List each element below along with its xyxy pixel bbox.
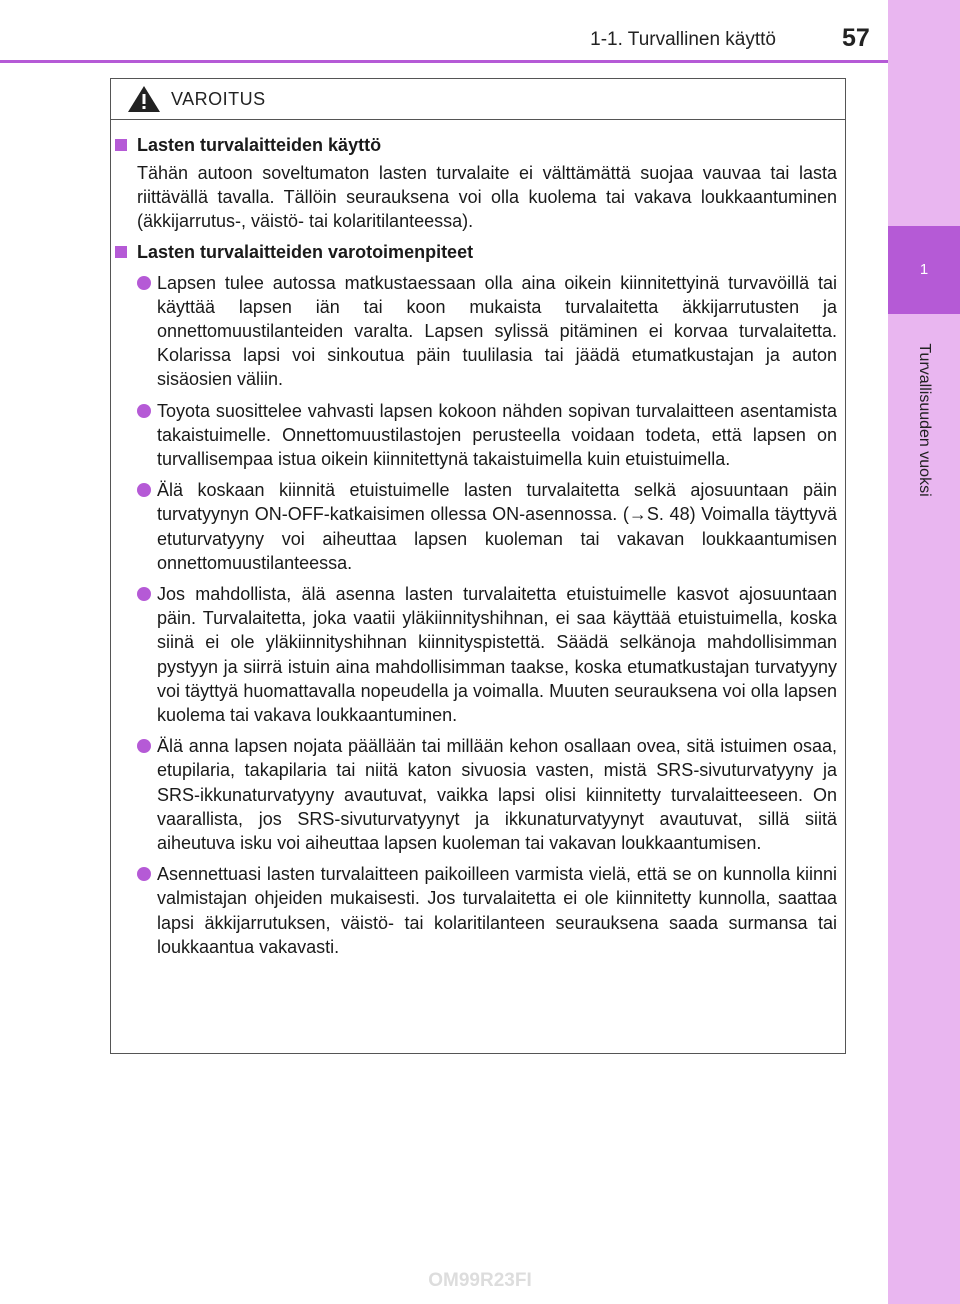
warning-box <box>110 78 846 1054</box>
warning-body <box>111 133 847 959</box>
section-child-seat-precautions <box>111 240 847 959</box>
header-title: 1-1. Turvallinen käyttö <box>590 29 776 50</box>
section-child-seat-use <box>111 133 847 234</box>
footer <box>0 1270 960 1292</box>
bullet-text: Älä anna lapsen nojata päällään tai millään kehon osallaan ovea, sitä istuimen osaa, etupilaria, takapilaria tai niitä katon sivuosia vasten, mistä SRS-sivuturvatyyny ja SRS-ikkunaturvatyyny avautuvat, vaikka lapsi olisi kiinnitetty turvalaitteeseen. On vaarallista, jos SRS-sivuturvatyynyt ja ikkunaturvatyynyt avautuvat, sillä siitä aiheutuva isku voi aiheuttaa lapsen kuoleman tai vakavan loukkaantumisen. <box>157 736 837 854</box>
section-title <box>137 133 837 157</box>
list-item <box>137 271 837 392</box>
chapter-label: Turvallisuuden vuoksi <box>916 343 933 497</box>
bullet-text: Älä koskaan kiinnitä etuistuimelle lasten turvalaitetta selkä ajosuuntaan päin turvatyynyn ON-OFF-katkaisimen ollessa ON-asennossa. (→S. 48) Voimalla täyttyvä etuturvatyyny voi aiheuttaa lapsen kuoleman tai vakavan loukkaantumisen onnettomuustilanteessa. <box>157 480 837 573</box>
list-item <box>137 478 837 575</box>
bullet-text: Toyota suosittelee vahvasti lapsen kokoon nähden sopivan turvalaitteen asentamista takaistuimelle. Onnettomuustilastojen perusteella voidaan todeta, että lapsen on turvallisempaa istua oikein kiinnitettynä takaistuimella kuin etuistuimella. <box>157 400 837 470</box>
chapter-number: 1 <box>919 261 929 278</box>
side-strip <box>888 0 960 1304</box>
warning-label: VAROITUS <box>171 89 266 109</box>
bullet-text: Jos mahdollista, älä asenna lasten turvalaitetta etuistuimelle kasvot ajosuuntaan päin. Turvalaitetta, joka vaatii yläkiinnityshihnan, ei saa käyttää etuistuimella, koska siinä ei ole yläkiinnityshihnan kiinnityspistettä. Säädä selkänoja mahdollisimman pystyyn ja siirrä istuin aina mahdollisimman taakse, koska etumatkustajan turvatyyny voi täyttyä huomattavalla nopeudella ja voimalla. Muuten seurauksena voi olla lapsen kuolema tai vakava loukkaantuminen. <box>157 584 837 726</box>
square-bullet-icon <box>115 246 127 258</box>
bullet-list <box>137 271 837 959</box>
header-rule <box>0 60 888 63</box>
circle-bullet-icon <box>137 404 151 418</box>
circle-bullet-icon <box>137 483 151 497</box>
circle-bullet-icon <box>137 739 151 753</box>
page-number: 57 <box>842 24 870 52</box>
list-item <box>137 734 837 855</box>
list-item <box>137 582 837 727</box>
list-item <box>137 399 837 472</box>
chapter-tab <box>888 226 960 314</box>
bullet-text: Asennettuasi lasten turvalaitteen paikoilleen varmista vielä, että se on kunnolla kiinni valmistajan ohjeiden mukaisesti. Jos turvalaitetta ei ole kiinnitetty kunnolla, saattaa lapsi äkkijarrutuksen, väistö- tai kolaritilanteen seurauksena saada surmansa tai loukkaantua vakavasti. <box>157 864 837 957</box>
warning-triangle-icon <box>127 85 161 118</box>
circle-bullet-icon <box>137 276 151 290</box>
circle-bullet-icon <box>137 867 151 881</box>
bullet-text: Lapsen tulee autossa matkustaessaan olla aina oikein kiinnitettyinä turvavöillä tai käyttää lapsen iän tai koon mukaista turvalaitetta äkkijarrutusten ja onnettomuustilanteiden varalta. Lapsen sylissä pitäminen ei korvaa turvalaitetta. Kolarissa lapsi voi sinkoutua päin tuulilasia tai jäädä etumatkustajan ja auton sisäosien väliin. <box>157 272 837 390</box>
circle-bullet-icon <box>137 587 151 601</box>
warning-header <box>111 79 845 120</box>
section-title-text: Lasten turvalaitteiden käyttö <box>137 135 382 155</box>
section-paragraph: Tähän autoon soveltumaton lasten turvalaite ei välttämättä suojaa vauvaa tai lasta riittävällä tavalla. Tällöin seurauksena voi olla kuolema tai vakava loukkaantuminen (äkkijarrutus-, väistö- tai kolaritilanteessa). <box>137 163 837 232</box>
footer-watermark: OM99R23FI <box>428 1270 532 1291</box>
section-title-text: Lasten turvalaitteiden varotoimenpiteet <box>137 241 474 262</box>
list-item <box>137 862 837 959</box>
square-bullet-icon <box>115 139 127 151</box>
section-title <box>137 240 837 264</box>
